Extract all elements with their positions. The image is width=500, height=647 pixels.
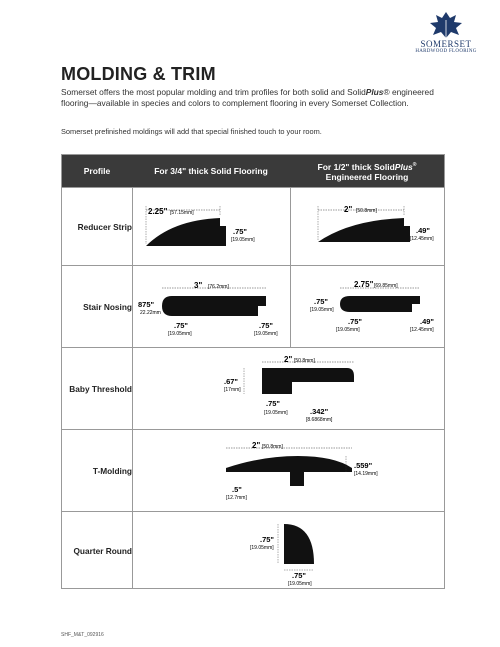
dim-stair-solid-width: 3" (194, 281, 203, 290)
row-label-reducer: Reducer Strip (77, 221, 132, 232)
header-eng-plus: Plus (394, 161, 413, 172)
intro-text-1: Somerset offers the most popular molding and trim profiles for both solid and Solid (61, 87, 366, 97)
dim-stair-eng-width-mm: [69.85mm] (374, 283, 398, 289)
dim-baby-bottom: .75" (266, 399, 280, 408)
row-reducer-strip (62, 187, 444, 265)
finish-note: Somerset prefinished moldings will add that special finished touch to your room. (61, 127, 322, 136)
dim-stair-eng-bottom: .75" (348, 317, 362, 326)
header-eng-line1: For 1/2" thick Solid (317, 161, 395, 172)
dim-stair-solid-right: .75" (259, 321, 273, 330)
row-t-molding (62, 429, 444, 511)
header-eng-line2: Engineered Flooring (325, 171, 409, 182)
dim-baby-width: 2" (284, 355, 293, 364)
t-molding-drawing (132, 430, 444, 512)
intro-paragraph (61, 87, 461, 108)
brand-logo (410, 10, 482, 64)
dim-reducer-solid-height-mm: [19.05mm] (231, 237, 255, 243)
row-label-quarter: Quarter Round (73, 545, 132, 556)
dim-stair-solid-right-mm: [19.05mm] (254, 331, 278, 337)
baby-threshold-drawing (132, 348, 444, 430)
dim-stair-eng-bottom-mm: [19.05mm] (336, 327, 360, 333)
dim-quarter-width: .75" (292, 571, 306, 580)
dim-quarter-height: .75" (260, 535, 274, 544)
dim-reducer-eng-width: 2" (344, 205, 353, 214)
dim-tmold-bottom-mm: [12.7mm] (226, 495, 247, 501)
dim-baby-right: .342" (310, 407, 329, 416)
dim-tmold-width: 2" (252, 441, 261, 450)
dim-reducer-eng-height-mm: [12.45mm] (410, 236, 434, 242)
stair-eng-drawing (290, 266, 444, 348)
stair-solid-drawing (132, 266, 290, 348)
row-label-baby: Baby Threshold (69, 383, 132, 394)
dim-baby-width-mm: [50.8mm] (294, 358, 315, 364)
dim-stair-eng-left-mm: [19.05mm] (310, 307, 334, 313)
dim-baby-right-mm: [8.6868mm] (306, 417, 333, 423)
dim-stair-eng-left: .75" (314, 297, 328, 306)
dim-baby-bottom-mm: [19.05mm] (264, 410, 288, 416)
dim-tmold-height-mm: [14.19mm] (354, 471, 378, 477)
dim-reducer-eng-width-mm: [50.8mm] (356, 208, 377, 214)
oak-leaf-icon (426, 10, 466, 40)
dim-stair-eng-width: 2.75" (354, 280, 374, 289)
dim-stair-eng-right-mm: [12.45mm] (410, 327, 434, 333)
header-profile: Profile (83, 166, 111, 176)
dim-stair-solid-width-mm: [76.2mm] (208, 284, 229, 290)
intro-text-2: ® engineered flooring—available in species and colors to complement flooring in every Somerset Collection. (61, 87, 434, 108)
brand-subtitle: HARDWOOD FLOORING (415, 49, 477, 54)
dim-reducer-solid-width-mm: [57.15mm] (170, 210, 194, 216)
dim-stair-solid-left-mm: 22.22mm (140, 310, 161, 316)
page-title: MOLDING & TRIM (61, 64, 216, 84)
dim-baby-height: .67" (224, 377, 238, 386)
reducer-solid-drawing (132, 188, 290, 266)
dim-baby-height-mm: [17mm] (224, 387, 241, 393)
dim-quarter-width-mm: [19.05mm] (288, 581, 312, 587)
header-eng-reg: ® (412, 162, 417, 169)
dim-stair-eng-right: .49" (420, 317, 434, 326)
row-label-stair: Stair Nosing (83, 301, 132, 312)
header-engineered (290, 155, 444, 187)
dim-stair-solid-bottom-mm: [19.05mm] (168, 331, 192, 337)
row-stair-nosing (62, 265, 444, 347)
row-label-tmold: T-Molding (92, 465, 132, 476)
dim-tmold-height: .559" (354, 461, 373, 470)
row-baby-threshold (62, 347, 444, 429)
dim-quarter-height-mm: [19.05mm] (250, 545, 274, 551)
table-header (62, 155, 444, 187)
profiles-table (61, 154, 445, 589)
intro-plus: Plus (365, 87, 384, 97)
dim-reducer-solid-width: 2.25" (148, 207, 168, 216)
document-code: SHF_M&T_092916 (61, 632, 104, 638)
dim-reducer-solid-height: .75" (233, 227, 247, 236)
dim-tmold-bottom: .5" (232, 485, 242, 494)
header-solid: For 3/4" thick Solid Flooring (154, 166, 268, 176)
reducer-eng-drawing (290, 188, 444, 266)
brand-name: SOMERSET (420, 39, 472, 49)
row-quarter-round (62, 511, 444, 589)
dim-stair-solid-bottom: .75" (174, 321, 188, 330)
dim-tmold-width-mm: [50.8mm] (262, 444, 283, 450)
dim-reducer-eng-height: .49" (416, 226, 430, 235)
quarter-round-drawing (132, 512, 444, 590)
dim-stair-solid-left: 875" (138, 300, 155, 309)
